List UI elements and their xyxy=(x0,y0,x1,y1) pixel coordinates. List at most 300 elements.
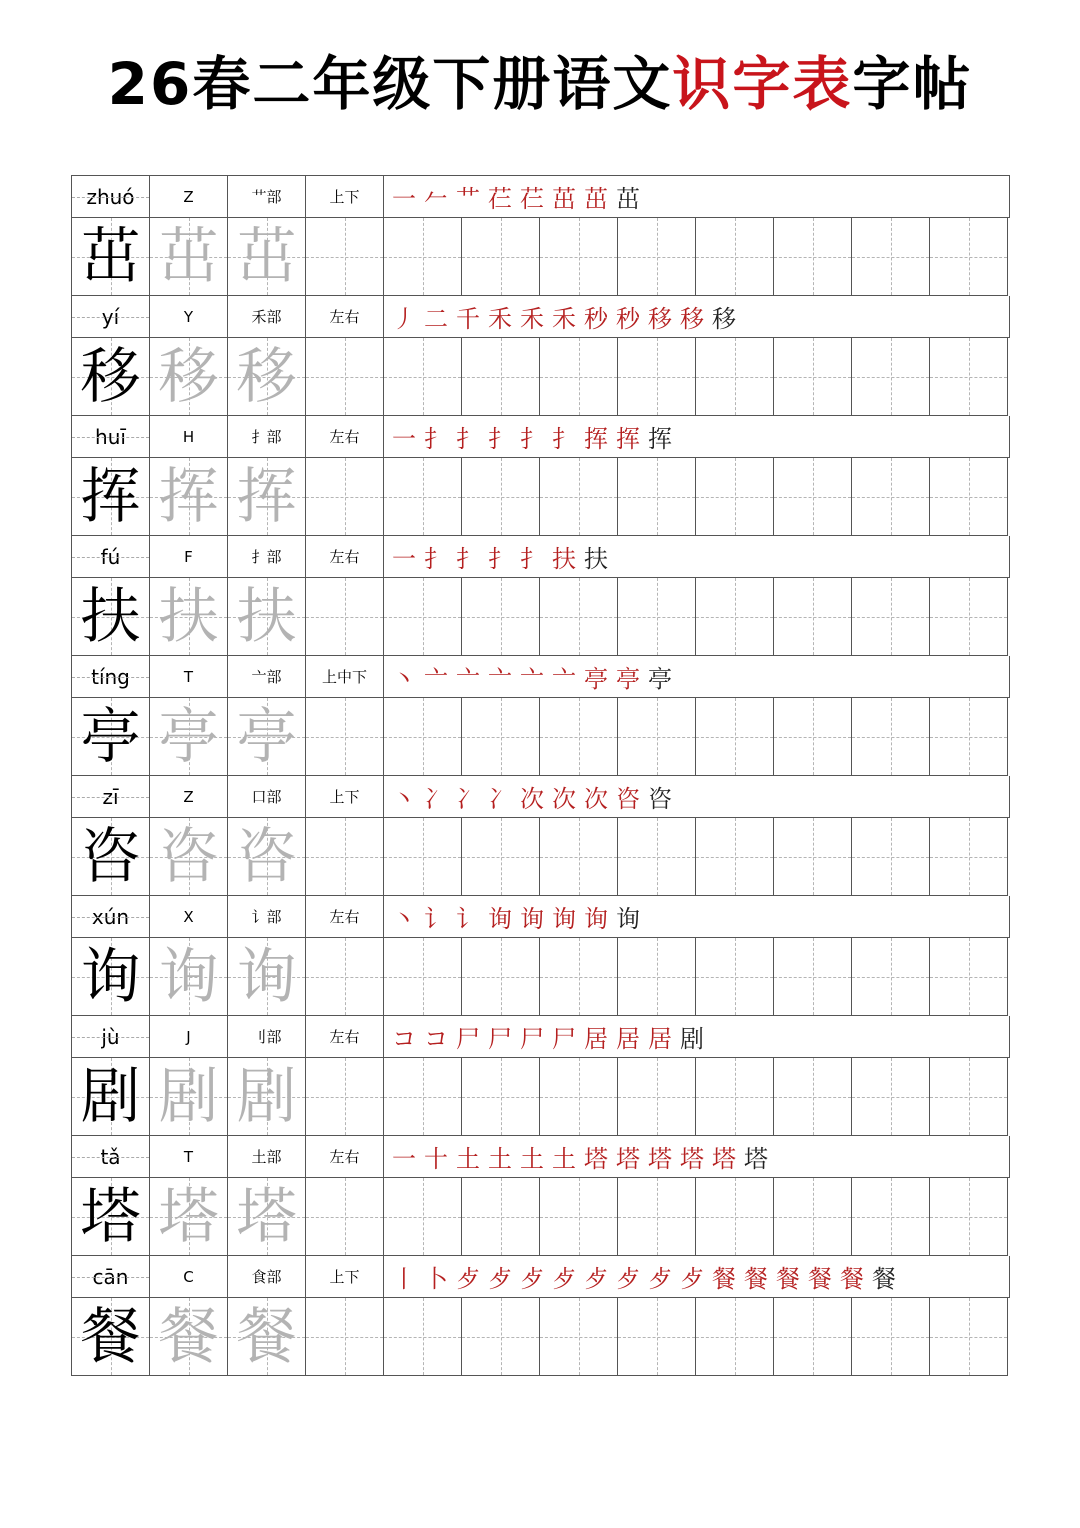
model-char-box xyxy=(72,578,150,656)
trace-char-box xyxy=(228,338,306,416)
trace-char-box xyxy=(150,1298,228,1376)
empty-practice-box[interactable] xyxy=(540,218,618,296)
pinyin-cell: cān xyxy=(72,1256,150,1298)
pinyin-cell: yí xyxy=(72,296,150,338)
stroke-step: 塔 xyxy=(648,1145,672,1173)
empty-practice-box[interactable] xyxy=(774,938,852,1016)
empty-practice-box[interactable] xyxy=(384,218,462,296)
stroke-step: 塔 xyxy=(680,1145,704,1173)
stroke-step: 居 xyxy=(584,1025,608,1053)
empty-practice-box[interactable] xyxy=(930,938,1008,1016)
empty-practice-box[interactable] xyxy=(384,698,462,776)
empty-practice-box[interactable] xyxy=(696,578,774,656)
model-char-box xyxy=(72,458,150,536)
stroke-step: 居 xyxy=(616,1025,640,1053)
empty-practice-box[interactable] xyxy=(306,818,384,896)
stroke-step: 亭 xyxy=(584,665,608,693)
trace-char-box xyxy=(228,1298,306,1376)
empty-practice-box[interactable] xyxy=(774,1298,852,1376)
stroke-step: 冫 xyxy=(424,785,448,813)
stroke-step: 餐 xyxy=(744,1265,768,1293)
trace-char: 扶 xyxy=(158,581,219,652)
pinyin-cell: jù xyxy=(72,1016,150,1058)
trace-char-box xyxy=(150,818,228,896)
stroke-step: 歺 xyxy=(552,1265,576,1293)
stroke-step: 尸 xyxy=(488,1025,512,1053)
trace-char: 餐 xyxy=(158,1301,219,1372)
empty-practice-box[interactable] xyxy=(618,1058,696,1136)
stroke-step: 扌 xyxy=(488,425,512,453)
stroke-step: 扌 xyxy=(488,545,512,573)
stroke-step: 十 xyxy=(424,1145,448,1173)
empty-practice-box[interactable] xyxy=(618,578,696,656)
stroke-step: 歺 xyxy=(584,1265,608,1293)
empty-practice-box[interactable] xyxy=(540,1178,618,1256)
title-highlight: 识字表 xyxy=(672,50,853,118)
model-char-box xyxy=(72,698,150,776)
stroke-step: 秒 xyxy=(584,305,608,333)
pinyin-cell: zhuó xyxy=(72,176,150,218)
empty-practice-box[interactable] xyxy=(306,698,384,776)
radical-cell: 禾部 xyxy=(228,296,306,338)
stroke-order-cell xyxy=(384,296,1010,338)
structure-cell: 上下 xyxy=(306,776,384,818)
stroke-step: 艹 xyxy=(456,185,480,213)
trace-char: 挥 xyxy=(236,461,297,532)
model-char: 餐 xyxy=(80,1301,141,1372)
stroke-step: 一 xyxy=(392,1145,416,1173)
empty-practice-box[interactable] xyxy=(852,1178,930,1256)
radical-cell: 食部 xyxy=(228,1256,306,1298)
empty-practice-box[interactable] xyxy=(384,818,462,896)
empty-practice-box[interactable] xyxy=(930,1298,1008,1376)
structure-cell: 左右 xyxy=(306,416,384,458)
stroke-step: 禾 xyxy=(552,305,576,333)
empty-practice-box[interactable] xyxy=(696,1178,774,1256)
model-char-box xyxy=(72,218,150,296)
model-char-box xyxy=(72,1178,150,1256)
empty-practice-box[interactable] xyxy=(306,578,384,656)
empty-practice-box[interactable] xyxy=(930,698,1008,776)
stroke-step: 尸 xyxy=(552,1025,576,1053)
title-prefix: 26春二年级下册语文 xyxy=(107,50,673,118)
trace-char: 询 xyxy=(158,941,219,1012)
empty-practice-box[interactable] xyxy=(774,338,852,416)
entry-grid-row xyxy=(72,1178,1010,1256)
empty-practice-box[interactable] xyxy=(618,698,696,776)
empty-practice-box[interactable] xyxy=(306,458,384,536)
entry-grid-row xyxy=(72,578,1010,656)
empty-practice-box[interactable] xyxy=(618,218,696,296)
stroke-step: 扶 xyxy=(584,545,608,573)
stroke-step: 塔 xyxy=(616,1145,640,1173)
structure-cell: 上下 xyxy=(306,1256,384,1298)
radical-cell: 刂部 xyxy=(228,1016,306,1058)
model-char: 挥 xyxy=(80,461,141,532)
stroke-step: 歺 xyxy=(616,1265,640,1293)
trace-char-box xyxy=(228,1178,306,1256)
empty-practice-box[interactable] xyxy=(930,338,1008,416)
radical-cell: 口部 xyxy=(228,776,306,818)
empty-practice-box[interactable] xyxy=(540,1298,618,1376)
stroke-step: 千 xyxy=(456,305,480,333)
stroke-step: 挥 xyxy=(648,425,672,453)
empty-practice-box[interactable] xyxy=(930,218,1008,296)
empty-practice-box[interactable] xyxy=(618,1298,696,1376)
empty-practice-box[interactable] xyxy=(618,818,696,896)
initial-letter-cell: Z xyxy=(150,176,228,218)
radical-cell: 亠部 xyxy=(228,656,306,698)
entry-grid-row xyxy=(72,338,1010,416)
radical-cell: 土部 xyxy=(228,1136,306,1178)
trace-char: 咨 xyxy=(158,821,219,892)
stroke-order-cell xyxy=(384,1016,1010,1058)
entry-grid-row xyxy=(72,218,1010,296)
stroke-step: 𠂉 xyxy=(424,185,448,213)
trace-char-box xyxy=(228,1058,306,1136)
empty-practice-box[interactable] xyxy=(462,578,540,656)
trace-char-box xyxy=(228,218,306,296)
empty-practice-box[interactable] xyxy=(462,818,540,896)
empty-practice-box[interactable] xyxy=(462,1298,540,1376)
stroke-step: 二 xyxy=(424,305,448,333)
practice-sheet xyxy=(71,175,1010,1376)
title-suffix: 字帖 xyxy=(852,50,973,118)
entry-info-row xyxy=(72,656,1010,698)
stroke-step: 移 xyxy=(648,305,672,333)
stroke-step: 塔 xyxy=(712,1145,736,1173)
structure-cell: 上下 xyxy=(306,176,384,218)
stroke-step: 餐 xyxy=(808,1265,832,1293)
trace-char: 餐 xyxy=(236,1301,297,1372)
pinyin-cell: tíng xyxy=(72,656,150,698)
radical-cell: 扌部 xyxy=(228,416,306,458)
stroke-step: 亠 xyxy=(456,665,480,693)
stroke-step: 禾 xyxy=(520,305,544,333)
stroke-step: 亭 xyxy=(648,665,672,693)
empty-practice-box[interactable] xyxy=(930,1058,1008,1136)
empty-practice-box[interactable] xyxy=(696,218,774,296)
empty-practice-box[interactable] xyxy=(852,218,930,296)
stroke-step: 歺 xyxy=(648,1265,672,1293)
pinyin-cell: xún xyxy=(72,896,150,938)
radical-cell: 艹部 xyxy=(228,176,306,218)
stroke-order-cell xyxy=(384,536,1010,578)
model-char: 扶 xyxy=(80,581,141,652)
stroke-step: 移 xyxy=(712,305,736,333)
trace-char: 塔 xyxy=(236,1181,297,1252)
entry-info-row xyxy=(72,1016,1010,1058)
trace-char: 剧 xyxy=(236,1061,297,1132)
trace-char-box xyxy=(150,1058,228,1136)
empty-practice-box[interactable] xyxy=(384,458,462,536)
model-char: 咨 xyxy=(80,821,141,892)
trace-char-box xyxy=(150,1178,228,1256)
pinyin-cell: fú xyxy=(72,536,150,578)
radical-cell: 讠部 xyxy=(228,896,306,938)
stroke-step: 塔 xyxy=(744,1145,768,1173)
empty-practice-box[interactable] xyxy=(930,458,1008,536)
empty-practice-box[interactable] xyxy=(540,818,618,896)
entry-info-row xyxy=(72,1256,1010,1298)
stroke-step: 讠 xyxy=(456,905,480,933)
stroke-step: 土 xyxy=(552,1145,576,1173)
trace-char: 挥 xyxy=(158,461,219,532)
pinyin-cell: tǎ xyxy=(72,1136,150,1178)
stroke-step: 询 xyxy=(488,905,512,933)
stroke-step: 咨 xyxy=(616,785,640,813)
model-char: 亭 xyxy=(80,701,141,772)
stroke-step: 亠 xyxy=(520,665,544,693)
stroke-step: 居 xyxy=(648,1025,672,1053)
pinyin-cell: zī xyxy=(72,776,150,818)
stroke-step: 茁 xyxy=(552,185,576,213)
empty-practice-box[interactable] xyxy=(774,218,852,296)
empty-practice-box[interactable] xyxy=(774,1178,852,1256)
empty-practice-box[interactable] xyxy=(852,1058,930,1136)
stroke-step: 询 xyxy=(584,905,608,933)
trace-char: 亭 xyxy=(158,701,219,772)
empty-practice-box[interactable] xyxy=(774,578,852,656)
empty-practice-box[interactable] xyxy=(852,578,930,656)
stroke-step: 歺 xyxy=(520,1265,544,1293)
empty-practice-box[interactable] xyxy=(618,338,696,416)
stroke-order-cell xyxy=(384,1136,1010,1178)
entry-info-row xyxy=(72,296,1010,338)
empty-practice-box[interactable] xyxy=(852,818,930,896)
stroke-step: 禾 xyxy=(488,305,512,333)
initial-letter-cell: J xyxy=(150,1016,228,1058)
empty-practice-box[interactable] xyxy=(852,938,930,1016)
empty-practice-box[interactable] xyxy=(930,578,1008,656)
stroke-step: 塔 xyxy=(584,1145,608,1173)
stroke-step: 扶 xyxy=(552,545,576,573)
stroke-step: 亠 xyxy=(488,665,512,693)
trace-char: 扶 xyxy=(236,581,297,652)
empty-practice-box[interactable] xyxy=(696,818,774,896)
empty-practice-box[interactable] xyxy=(462,938,540,1016)
stroke-step: 扌 xyxy=(424,425,448,453)
model-char: 剧 xyxy=(80,1061,141,1132)
empty-practice-box[interactable] xyxy=(462,1178,540,1256)
stroke-step: 次 xyxy=(584,785,608,813)
empty-practice-box[interactable] xyxy=(696,698,774,776)
stroke-step: 讠 xyxy=(424,905,448,933)
structure-cell: 左右 xyxy=(306,896,384,938)
pinyin-cell: huī xyxy=(72,416,150,458)
radical-cell: 扌部 xyxy=(228,536,306,578)
trace-char: 塔 xyxy=(158,1181,219,1252)
initial-letter-cell: Z xyxy=(150,776,228,818)
empty-practice-box[interactable] xyxy=(540,1058,618,1136)
model-char-box xyxy=(72,1058,150,1136)
empty-practice-box[interactable] xyxy=(618,1178,696,1256)
trace-char-box xyxy=(150,218,228,296)
empty-practice-box[interactable] xyxy=(306,1058,384,1136)
entry-info-row xyxy=(72,176,1010,218)
entry-grid-row xyxy=(72,1058,1010,1136)
empty-practice-box[interactable] xyxy=(696,458,774,536)
trace-char-box xyxy=(228,818,306,896)
trace-char-box xyxy=(150,338,228,416)
empty-practice-box[interactable] xyxy=(540,938,618,1016)
stroke-step: 移 xyxy=(680,305,704,333)
structure-cell: 左右 xyxy=(306,536,384,578)
trace-char-box xyxy=(150,458,228,536)
empty-practice-box[interactable] xyxy=(618,938,696,1016)
stroke-step: 挥 xyxy=(616,425,640,453)
stroke-step: 茁 xyxy=(616,185,640,213)
stroke-step: 歺 xyxy=(456,1265,480,1293)
initial-letter-cell: F xyxy=(150,536,228,578)
structure-cell: 左右 xyxy=(306,1016,384,1058)
empty-practice-box[interactable] xyxy=(384,1178,462,1256)
empty-practice-box[interactable] xyxy=(384,338,462,416)
entry-grid-row xyxy=(72,1298,1010,1376)
model-char-box xyxy=(72,938,150,1016)
initial-letter-cell: Y xyxy=(150,296,228,338)
stroke-step: 一 xyxy=(392,425,416,453)
stroke-step: 茁 xyxy=(584,185,608,213)
stroke-step: 扌 xyxy=(424,545,448,573)
stroke-step: 餐 xyxy=(776,1265,800,1293)
stroke-step: 次 xyxy=(520,785,544,813)
initial-letter-cell: H xyxy=(150,416,228,458)
empty-practice-box[interactable] xyxy=(774,698,852,776)
stroke-step: 询 xyxy=(552,905,576,933)
empty-practice-box[interactable] xyxy=(852,698,930,776)
entry-info-row xyxy=(72,776,1010,818)
empty-practice-box[interactable] xyxy=(930,1178,1008,1256)
structure-cell: 上中下 xyxy=(306,656,384,698)
stroke-step: 丶 xyxy=(392,665,416,693)
empty-practice-box[interactable] xyxy=(774,458,852,536)
stroke-order-cell xyxy=(384,776,1010,818)
empty-practice-box[interactable] xyxy=(618,458,696,536)
stroke-step: 芢 xyxy=(520,185,544,213)
stroke-step: 餐 xyxy=(712,1265,736,1293)
entry-info-row xyxy=(72,1136,1010,1178)
stroke-step: 尸 xyxy=(520,1025,544,1053)
stroke-step: 询 xyxy=(616,905,640,933)
empty-practice-box[interactable] xyxy=(306,938,384,1016)
initial-letter-cell: T xyxy=(150,656,228,698)
model-char: 茁 xyxy=(80,221,141,292)
empty-practice-box[interactable] xyxy=(384,938,462,1016)
empty-practice-box[interactable] xyxy=(384,1298,462,1376)
empty-practice-box[interactable] xyxy=(540,698,618,776)
empty-practice-box[interactable] xyxy=(774,818,852,896)
empty-practice-box[interactable] xyxy=(852,458,930,536)
entry-info-row xyxy=(72,896,1010,938)
empty-practice-box[interactable] xyxy=(540,578,618,656)
stroke-step: 芢 xyxy=(488,185,512,213)
stroke-step: 一 xyxy=(392,185,416,213)
trace-char: 咨 xyxy=(236,821,297,892)
stroke-step: 扌 xyxy=(456,545,480,573)
model-char-box xyxy=(72,1298,150,1376)
stroke-step: 卜 xyxy=(424,1265,448,1293)
empty-practice-box[interactable] xyxy=(696,1298,774,1376)
empty-practice-box[interactable] xyxy=(462,698,540,776)
trace-char-box xyxy=(150,578,228,656)
trace-char-box xyxy=(228,578,306,656)
stroke-step: 丶 xyxy=(392,905,416,933)
stroke-order-cell xyxy=(384,176,1010,218)
trace-char: 茁 xyxy=(158,221,219,292)
stroke-step: 挥 xyxy=(584,425,608,453)
empty-practice-box[interactable] xyxy=(852,1298,930,1376)
stroke-step: 餐 xyxy=(840,1265,864,1293)
empty-practice-box[interactable] xyxy=(462,1058,540,1136)
stroke-step: 丶 xyxy=(392,785,416,813)
empty-practice-box[interactable] xyxy=(696,338,774,416)
stroke-step: 歺 xyxy=(488,1265,512,1293)
empty-practice-box[interactable] xyxy=(462,338,540,416)
empty-practice-box[interactable] xyxy=(306,1178,384,1256)
initial-letter-cell: X xyxy=(150,896,228,938)
stroke-step: 一 xyxy=(392,545,416,573)
stroke-order-cell xyxy=(384,1256,1010,1298)
trace-char: 询 xyxy=(236,941,297,1012)
stroke-step: 土 xyxy=(456,1145,480,1173)
stroke-step: 扌 xyxy=(456,425,480,453)
entry-info-row xyxy=(72,536,1010,578)
empty-practice-box[interactable] xyxy=(306,338,384,416)
trace-char-box xyxy=(150,938,228,1016)
entry-grid-row xyxy=(72,818,1010,896)
empty-practice-box[interactable] xyxy=(462,218,540,296)
stroke-order-cell xyxy=(384,656,1010,698)
empty-practice-box[interactable] xyxy=(696,938,774,1016)
empty-practice-box[interactable] xyxy=(540,458,618,536)
stroke-order-cell xyxy=(384,416,1010,458)
empty-practice-box[interactable] xyxy=(774,1058,852,1136)
empty-practice-box[interactable] xyxy=(306,218,384,296)
stroke-step: コ xyxy=(424,1025,448,1053)
stroke-step: 亭 xyxy=(616,665,640,693)
stroke-step: 秒 xyxy=(616,305,640,333)
stroke-step: 土 xyxy=(488,1145,512,1173)
stroke-step: 餐 xyxy=(872,1265,896,1293)
initial-letter-cell: T xyxy=(150,1136,228,1178)
empty-practice-box[interactable] xyxy=(384,578,462,656)
stroke-step: 丨 xyxy=(392,1265,416,1293)
structure-cell: 左右 xyxy=(306,296,384,338)
page-title xyxy=(0,48,1080,120)
stroke-step: 冫 xyxy=(456,785,480,813)
model-char: 塔 xyxy=(80,1181,141,1252)
stroke-step: 扌 xyxy=(552,425,576,453)
trace-char-box xyxy=(150,698,228,776)
trace-char: 移 xyxy=(236,341,297,412)
empty-practice-box[interactable] xyxy=(540,338,618,416)
stroke-step: 扌 xyxy=(520,545,544,573)
stroke-step: 丿 xyxy=(392,305,416,333)
stroke-step: 剧 xyxy=(680,1025,704,1053)
empty-practice-box[interactable] xyxy=(696,1058,774,1136)
structure-cell: 左右 xyxy=(306,1136,384,1178)
empty-practice-box[interactable] xyxy=(384,1058,462,1136)
empty-practice-box[interactable] xyxy=(306,1298,384,1376)
empty-practice-box[interactable] xyxy=(852,338,930,416)
stroke-step: 亠 xyxy=(424,665,448,693)
trace-char: 移 xyxy=(158,341,219,412)
empty-practice-box[interactable] xyxy=(930,818,1008,896)
empty-practice-box[interactable] xyxy=(462,458,540,536)
stroke-order-cell xyxy=(384,896,1010,938)
stroke-step: 土 xyxy=(520,1145,544,1173)
